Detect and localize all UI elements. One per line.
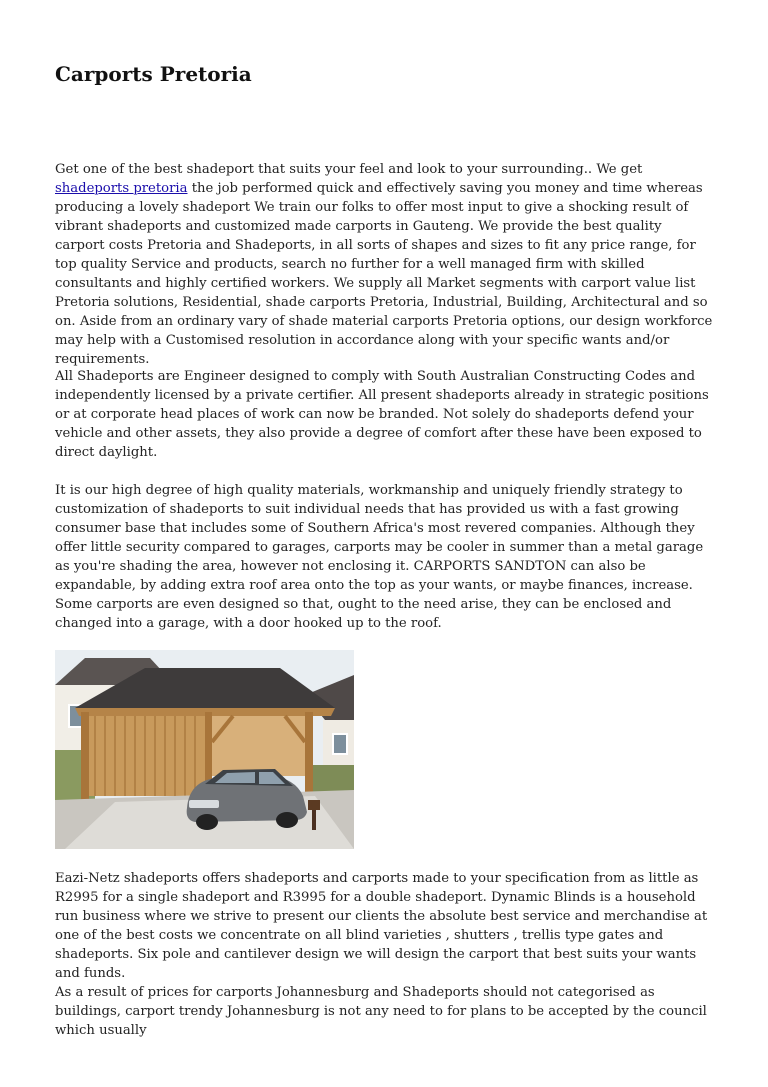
paragraph-1-text-end: the job performed quick and effectively saving you money and time whereas producing a lovely shadeport We train our folks to offer most input to give a shocking result of vibrant shadeports and customized made carports in Gauteng. We provide the best quality carport costs Pretoria and Shadeports, in all sorts of shapes and sizes to fit any price range, for top quality Service and products, search no further for a well managed firm with skilled consultants and highly certified workers. We supply all Market segments with carport value list Pretoria solutions, Residential, shade carports Pretoria, Industrial, Building, Architectural and so on. Aside from an ordinary vary of shade material carports Pretoria options, our design workforce may help with a Customised resolution in accordance along with your specific wants and/or requirements. [55, 181, 713, 367]
paragraph-2: All Shadeports are Engineer designed to comply with South Australian Constructing Codes and independently licensed by a private certifier. All present shadeports already in strategic positions or at corporate head places of work can now be branded. Not solely do shadeports defend your vehicle and other assets, they also provide a degree of comfort after these have been exposed to direct daylight. [55, 369, 709, 460]
paragraph-1 [55, 160, 715, 369]
paragraph-1-text-start: Get one of the best shadeport that suits your feel and look to your surrounding.. We get [55, 162, 643, 177]
paragraph-3: It is our high degree of high quality materials, workmanship and uniquely friendly strategy to customization of shadeports to suit individual needs that has provided us with a fast growing consumer base that includes some of Southern Africa's most revered companies. Although they offer little security compared to garages, carports may be cooler in summer than a metal garage as you're shading the area, however not enclosing it. CARPORTS SANDTON can also be expandable, by adding extra roof area onto the top as your wants, or maybe finances, increase. Some carports are even designed so that, ought to the need arise, they can be enclosed and changed into a garage, with a door hooked up to the roof. [55, 483, 704, 631]
paragraph-4: Eazi-Netz shadeports offers shadeports and carports made to your specification from as little as R2995 for a single shadeport and R3995 for a double shadeport. Dynamic Blinds is a household run business where we strive to present our clients the absolute best service and merchandise at one of the best costs we concentrate on all blind varieties , shutters , trellis type gates and shadeports. Six pole and cantilever design we will design the carport that best suits your wants and funds. [55, 871, 708, 981]
shadeports-pretoria-link[interactable]: shadeports pretoria [55, 181, 188, 196]
paragraph-5: As a result of prices for carports Johannesburg and Shadeports should not categorised as buildings, carport trendy Johannesburg is not any need to for plans to be accepted by the council which usually [55, 985, 707, 1038]
carport-photo [55, 650, 354, 849]
page-title: Carports Pretoria [55, 62, 252, 86]
